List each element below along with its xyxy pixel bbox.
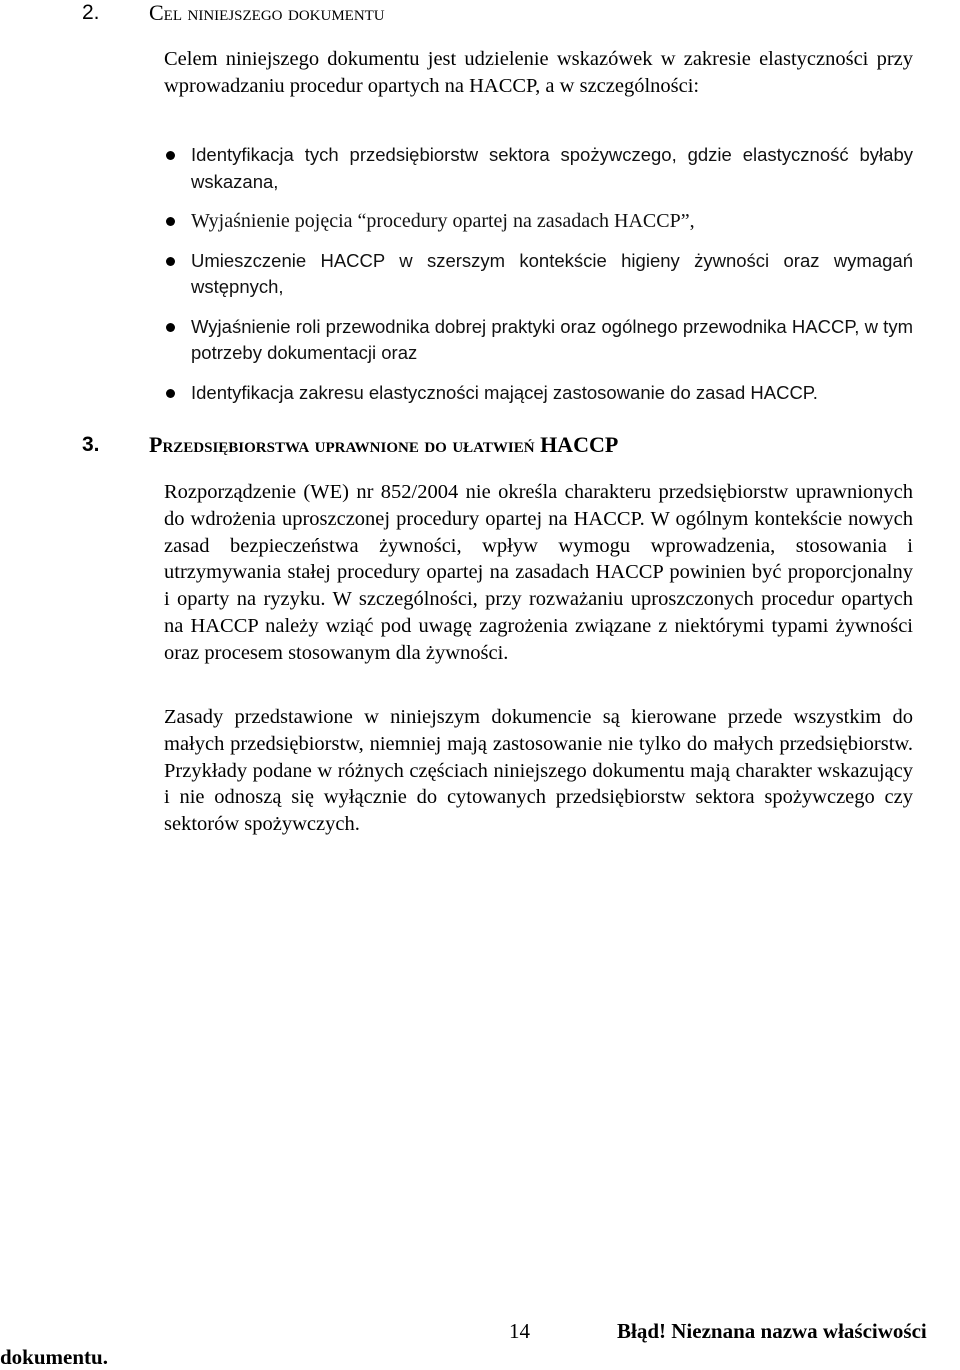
section-2-number: 2.: [82, 1, 100, 24]
footer-field-error-continuation: dokumentu.: [0, 1345, 108, 1369]
list-item: [164, 142, 913, 195]
section-2-bullet-list: [164, 142, 913, 419]
list-item-text: Wyjaśnienie pojęcia “procedury opartej na zasadach HACCP”,: [191, 210, 695, 232]
section-3-paragraph-2: Zasady przedstawione w niniejszym dokumencie są kierowane przede wszystkim do małych przedsiębiorstw, niemniej mają zastosowanie nie tylko do małych przedsiębiorstw. Przykłady podane w różnych częściach niniejszego dokumentu mają charakter wskazujący i nie odnoszą się wyłącznie do cytowanych przedsiębiorstw sektora spożywczego czy sektorów spożywczych.: [164, 706, 913, 836]
footer-field-error: Błąd! Nieznana nazwa właściwości: [617, 1319, 927, 1343]
list-item: [164, 208, 913, 235]
page-number: 14: [509, 1319, 530, 1343]
list-item-text: Identyfikacja tych przedsiębiorstw sektora spożywczego, gdzie elastyczność byłaby wskazana,: [191, 144, 913, 192]
bullet-icon: [166, 151, 175, 160]
section-3-title: Przedsiębiorstwa uprawnione do ułatwień HACCP: [149, 432, 619, 457]
bullet-icon: [166, 389, 175, 398]
section-3-paragraph-1: Rozporządzenie (WE) nr 852/2004 nie określa charakteru przedsiębiorstw uprawnionych do wdrożenia uproszczonej procedury opartej na HACCP. W ogólnym kontekście nowych zasad bezpieczeństwa żywności, wpływ wymogu wprowadzenia, stosowania i utrzymywania stałej procedury opartej na zasadach HACCP powinien być proporcjonalny i oparty na ryzyku. W szczególności, przy rozważaniu uproszczonych procedur opartych na HACCP należy wziąć pod uwagę zagrożenia związane z niektórymi typami żywności oraz procesem stosowanym dla żywności.: [164, 481, 913, 664]
bullet-icon: [166, 257, 175, 266]
bullet-icon: [166, 323, 175, 332]
list-item-text: Umieszczenie HACCP w szerszym kontekście higieny żywności oraz wymagań wstępnych,: [191, 249, 913, 297]
section-3-number: 3.: [82, 433, 100, 456]
list-item-text: Wyjaśnienie roli przewodnika dobrej praktyki oraz ogólnego przewodnika HACCP, w tym potrzeby dokumentacji oraz: [191, 315, 913, 363]
section-2-intro: Celem niniejszego dokumentu jest udzielenie wskazówek w zakresie elastyczności przy wprowadzaniu procedur opartych na HACCP, a w szczególności:: [164, 48, 913, 97]
list-item: [164, 314, 913, 367]
list-item-text: Identyfikacja zakresu elastyczności mającej zastosowanie do zasad HACCP.: [191, 381, 818, 403]
bullet-icon: [166, 217, 175, 226]
list-item: [164, 248, 913, 301]
list-item: [164, 380, 913, 407]
section-2-title: Cel niniejszego dokumentu: [149, 0, 385, 25]
